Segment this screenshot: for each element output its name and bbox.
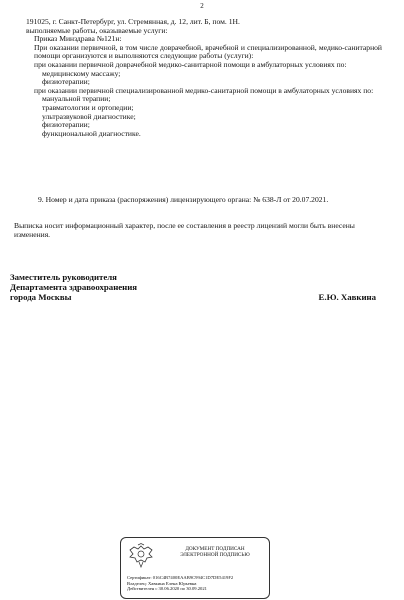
electronic-signature-stamp <box>120 537 270 599</box>
address-line: 191025, г. Санкт-Петербург, ул. Стремянная, д. 12, лит. Б, пом. 1Н. <box>26 17 240 26</box>
signature-block <box>10 272 380 302</box>
stamp-certificate: Сертификат: 016C4B7400EAAB9C994C1D7DE5419F2 <box>127 575 234 580</box>
service-item: функциональной диагностике. <box>42 128 141 138</box>
stamp-details <box>127 575 267 592</box>
page-number: 2 <box>200 2 204 10</box>
service-item: мануальной терапии; <box>42 94 111 104</box>
services-intro: При оказании первичной, в том числе доврачебной, врачебной и специализированной, медико-санитарной помощи организуются и выполняются следующие работы (услуги): <box>34 42 382 61</box>
service-item: физиотерапии; <box>42 77 90 87</box>
address-block <box>26 18 382 138</box>
service-item: травматологии и ортопедии; <box>42 102 134 112</box>
services-heading: выполняемые работы, оказываемые услуги: <box>26 25 168 35</box>
signature-position-line2: Департамента здравоохранения <box>10 282 138 292</box>
service-item: медицинскому массажу; <box>42 68 121 78</box>
stamp-title <box>165 546 265 558</box>
specialized-care-heading: при оказании первичной специализированной медико-санитарной помощи в амбулаторных условиях по: <box>34 85 374 95</box>
coat-of-arms-icon <box>126 543 156 569</box>
service-item: физиотерапии; <box>42 120 90 130</box>
notice-text: Выписка носит информационный характер, после ее составления в реестр лицензий могли быть внесены изменения. <box>14 221 355 239</box>
order-line: 9. Номер и дата приказа (распоряжения) лицензирующего органа: № 638-Л от 20.07.2021. <box>38 195 329 204</box>
signatory-name: Е.Ю. Хавкина <box>318 292 376 302</box>
stamp-owner: Владелец: Хавкина Елена Юрьевна <box>127 580 197 586</box>
order-reference: Приказ Минздрава №121н: <box>34 34 122 44</box>
stamp-title-line2: ЭЛЕКТРОННОЙ ПОДПИСЬЮ <box>180 552 250 558</box>
signature-position-line3: города Москвы <box>10 292 72 302</box>
signature-position-line1: Заместитель руководителя <box>10 272 117 282</box>
service-item: ультразвуковой диагностике; <box>42 111 136 121</box>
primary-care-heading: при оказании первичной доврачебной медико-санитарной помощи в амбулаторных условиях по: <box>34 59 347 69</box>
stamp-validity: Действителен с 30.06.2020 по 30.09.2021 <box>127 586 207 592</box>
stamp-title-line1: ДОКУМЕНТ ПОДПИСАН <box>185 546 245 552</box>
